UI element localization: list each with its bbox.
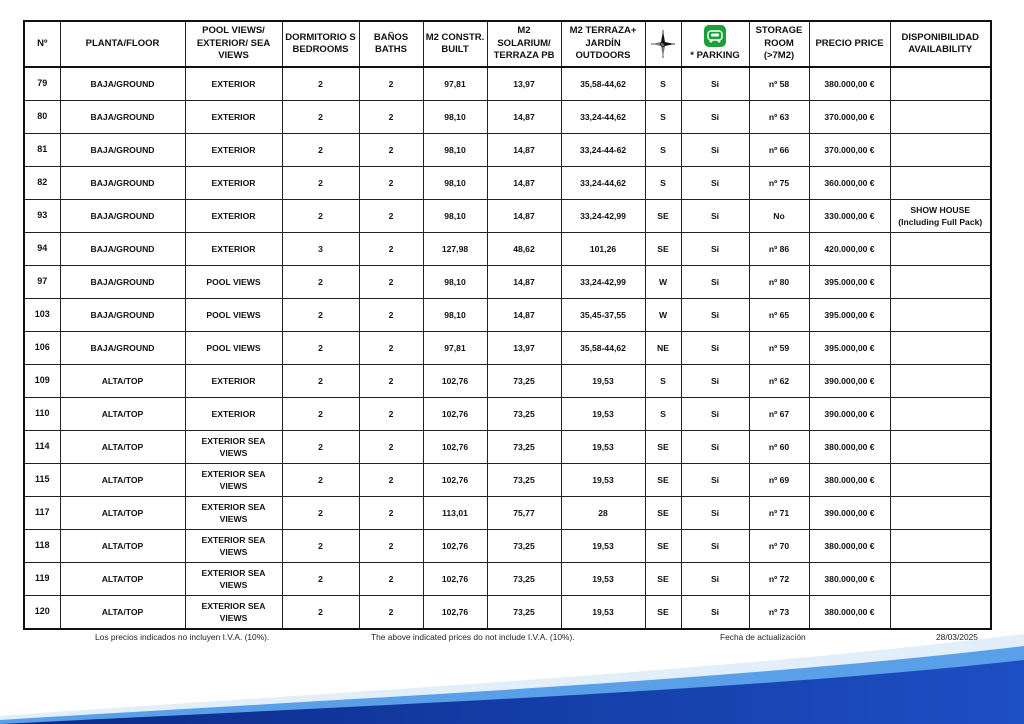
- cell-views: EXTERIOR: [185, 134, 282, 167]
- table-row: [24, 497, 991, 530]
- cell-terrace: 33,24-44-62: [561, 134, 645, 167]
- availability-table: [23, 20, 992, 630]
- cell-floor: BAJA/GROUND: [60, 101, 185, 134]
- cell-parking: Si: [681, 233, 749, 266]
- cell-price: 370.000,00 €: [809, 134, 890, 167]
- cell-baths: 2: [359, 497, 423, 530]
- table-row: [24, 67, 991, 101]
- cell-views: POOL VIEWS: [185, 299, 282, 332]
- cell-storage: nº 59: [749, 332, 809, 365]
- cell-views: POOL VIEWS: [185, 332, 282, 365]
- cell-baths: 2: [359, 266, 423, 299]
- cell-built: 102,76: [423, 596, 487, 630]
- cell-orientation: SE: [645, 530, 681, 563]
- table-row: [24, 299, 991, 332]
- cell-views: EXTERIOR: [185, 200, 282, 233]
- cell-solarium: 13,97: [487, 332, 561, 365]
- cell-orientation: W: [645, 266, 681, 299]
- cell-floor: ALTA/TOP: [60, 596, 185, 630]
- cell-baths: 2: [359, 431, 423, 464]
- cell-orientation: S: [645, 134, 681, 167]
- cell-built: 97,81: [423, 332, 487, 365]
- cell-storage: nº 75: [749, 167, 809, 200]
- cell-baths: 2: [359, 200, 423, 233]
- cell-solarium: 73,25: [487, 464, 561, 497]
- cell-orientation: S: [645, 398, 681, 431]
- cell-views: POOL VIEWS: [185, 266, 282, 299]
- cell-no: 103: [24, 299, 60, 332]
- cell-bedrooms: 2: [282, 101, 359, 134]
- cell-floor: ALTA/TOP: [60, 497, 185, 530]
- cell-solarium: 48,62: [487, 233, 561, 266]
- cell-no: 82: [24, 167, 60, 200]
- cell-solarium: 73,25: [487, 365, 561, 398]
- cell-floor: BAJA/GROUND: [60, 299, 185, 332]
- cell-bedrooms: 2: [282, 464, 359, 497]
- table-row: [24, 101, 991, 134]
- cell-storage: nº 66: [749, 134, 809, 167]
- cell-terrace: 33,24-42,99: [561, 266, 645, 299]
- cell-bedrooms: 2: [282, 365, 359, 398]
- cell-bedrooms: 2: [282, 530, 359, 563]
- cell-views: EXTERIOR: [185, 233, 282, 266]
- cell-floor: BAJA/GROUND: [60, 200, 185, 233]
- cell-terrace: 19,53: [561, 398, 645, 431]
- header-availability: DISPONIBILIDAD AVAILABILITY: [890, 21, 991, 67]
- cell-price: 330.000,00 €: [809, 200, 890, 233]
- table-header-row: [24, 21, 991, 67]
- cell-terrace: 19,53: [561, 596, 645, 630]
- cell-storage: nº 72: [749, 563, 809, 596]
- cell-storage: nº 65: [749, 299, 809, 332]
- cell-parking: Si: [681, 596, 749, 630]
- table-row: [24, 563, 991, 596]
- cell-no: 110: [24, 398, 60, 431]
- table-row: [24, 332, 991, 365]
- cell-price: 395.000,00 €: [809, 266, 890, 299]
- cell-bedrooms: 2: [282, 200, 359, 233]
- cell-floor: ALTA/TOP: [60, 530, 185, 563]
- cell-price: 380.000,00 €: [809, 563, 890, 596]
- cell-built: 98,10: [423, 266, 487, 299]
- cell-floor: BAJA/GROUND: [60, 266, 185, 299]
- cell-baths: 2: [359, 530, 423, 563]
- table-row: [24, 431, 991, 464]
- cell-availability: [890, 266, 991, 299]
- cell-solarium: 75,77: [487, 497, 561, 530]
- table-row: [24, 464, 991, 497]
- cell-no: 94: [24, 233, 60, 266]
- cell-availability: [890, 134, 991, 167]
- footer-note-en: The above indicated prices do not include I.V.A. (10%).: [371, 632, 575, 642]
- cell-terrace: 35,45-37,55: [561, 299, 645, 332]
- cell-bedrooms: 2: [282, 398, 359, 431]
- cell-built: 102,76: [423, 365, 487, 398]
- header-bedrooms: DORMITORIO S BEDROOMS: [282, 21, 359, 67]
- cell-price: 380.000,00 €: [809, 67, 890, 101]
- cell-storage: nº 73: [749, 596, 809, 630]
- cell-orientation: SE: [645, 596, 681, 630]
- header-parking: [681, 21, 749, 67]
- cell-orientation: S: [645, 167, 681, 200]
- cell-views: EXTERIOR SEA VIEWS: [185, 497, 282, 530]
- cell-price: 380.000,00 €: [809, 530, 890, 563]
- cell-terrace: 19,53: [561, 563, 645, 596]
- cell-floor: BAJA/GROUND: [60, 332, 185, 365]
- cell-parking: Si: [681, 431, 749, 464]
- cell-baths: 2: [359, 233, 423, 266]
- cell-availability: [890, 464, 991, 497]
- cell-no: 114: [24, 431, 60, 464]
- cell-storage: nº 58: [749, 67, 809, 101]
- cell-orientation: SE: [645, 563, 681, 596]
- table-row: [24, 233, 991, 266]
- cell-floor: BAJA/GROUND: [60, 167, 185, 200]
- cell-terrace: 28: [561, 497, 645, 530]
- cell-parking: Si: [681, 332, 749, 365]
- cell-orientation: S: [645, 101, 681, 134]
- cell-terrace: 33,24-42,99: [561, 200, 645, 233]
- cell-solarium: 13,97: [487, 67, 561, 101]
- table-row: [24, 530, 991, 563]
- header-terrace: M2 TERRAZA+ JARDÍN OUTDOORS: [561, 21, 645, 67]
- cell-floor: ALTA/TOP: [60, 563, 185, 596]
- cell-orientation: S: [645, 67, 681, 101]
- cell-bedrooms: 2: [282, 67, 359, 101]
- cell-availability: [890, 497, 991, 530]
- cell-built: 98,10: [423, 200, 487, 233]
- cell-solarium: 73,25: [487, 431, 561, 464]
- cell-solarium: 14,87: [487, 299, 561, 332]
- cell-floor: ALTA/TOP: [60, 365, 185, 398]
- cell-parking: Si: [681, 200, 749, 233]
- cell-no: 80: [24, 101, 60, 134]
- cell-price: 395.000,00 €: [809, 332, 890, 365]
- cell-availability: [890, 67, 991, 101]
- cell-solarium: 14,87: [487, 101, 561, 134]
- cell-solarium: 73,25: [487, 563, 561, 596]
- table-row: [24, 398, 991, 431]
- cell-price: 380.000,00 €: [809, 464, 890, 497]
- cell-no: 120: [24, 596, 60, 630]
- cell-storage: nº 67: [749, 398, 809, 431]
- cell-floor: ALTA/TOP: [60, 398, 185, 431]
- cell-orientation: NE: [645, 332, 681, 365]
- cell-parking: Si: [681, 266, 749, 299]
- cell-solarium: 14,87: [487, 134, 561, 167]
- cell-solarium: 73,25: [487, 530, 561, 563]
- table-row: [24, 365, 991, 398]
- cell-no: 119: [24, 563, 60, 596]
- cell-built: 102,76: [423, 563, 487, 596]
- cell-terrace: 33,24-44,62: [561, 101, 645, 134]
- compass-rose-icon: [648, 29, 679, 59]
- table-row: [24, 134, 991, 167]
- cell-baths: 2: [359, 464, 423, 497]
- cell-floor: BAJA/GROUND: [60, 67, 185, 101]
- cell-orientation: W: [645, 299, 681, 332]
- cell-no: 109: [24, 365, 60, 398]
- cell-built: 102,76: [423, 431, 487, 464]
- cell-no: 117: [24, 497, 60, 530]
- header-built: M2 CONSTR. BUILT: [423, 21, 487, 67]
- cell-price: 370.000,00 €: [809, 101, 890, 134]
- cell-solarium: 14,87: [487, 266, 561, 299]
- table-row: [24, 167, 991, 200]
- header-parking-label: * PARKING: [690, 50, 740, 62]
- cell-bedrooms: 2: [282, 134, 359, 167]
- header-price: PRECIO PRICE: [809, 21, 890, 67]
- cell-solarium: 73,25: [487, 398, 561, 431]
- cell-built: 98,10: [423, 299, 487, 332]
- cell-availability: [890, 101, 991, 134]
- cell-built: 102,76: [423, 398, 487, 431]
- cell-views: EXTERIOR SEA VIEWS: [185, 596, 282, 630]
- cell-no: 79: [24, 67, 60, 101]
- cell-storage: nº 69: [749, 464, 809, 497]
- cell-terrace: 101,26: [561, 233, 645, 266]
- cell-no: 97: [24, 266, 60, 299]
- cell-price: 390.000,00 €: [809, 497, 890, 530]
- cell-storage: nº 63: [749, 101, 809, 134]
- cell-availability: SHOW HOUSE (Including Full Pack): [890, 200, 991, 233]
- cell-built: 102,76: [423, 530, 487, 563]
- cell-parking: Si: [681, 167, 749, 200]
- cell-baths: 2: [359, 563, 423, 596]
- cell-built: 97,81: [423, 67, 487, 101]
- cell-storage: nº 62: [749, 365, 809, 398]
- table-row: [24, 200, 991, 233]
- cell-orientation: SE: [645, 497, 681, 530]
- cell-bedrooms: 2: [282, 332, 359, 365]
- cell-views: EXTERIOR SEA VIEWS: [185, 464, 282, 497]
- cell-bedrooms: 2: [282, 266, 359, 299]
- cell-bedrooms: 2: [282, 167, 359, 200]
- cell-bedrooms: 2: [282, 497, 359, 530]
- cell-terrace: 35,58-44,62: [561, 332, 645, 365]
- header-no: Nº: [24, 21, 60, 67]
- cell-orientation: S: [645, 365, 681, 398]
- cell-views: EXTERIOR: [185, 167, 282, 200]
- header-baths: BAÑOS BATHS: [359, 21, 423, 67]
- cell-built: 98,10: [423, 134, 487, 167]
- cell-price: 380.000,00 €: [809, 431, 890, 464]
- cell-parking: Si: [681, 101, 749, 134]
- cell-no: 93: [24, 200, 60, 233]
- cell-floor: ALTA/TOP: [60, 431, 185, 464]
- cell-parking: Si: [681, 134, 749, 167]
- cell-floor: BAJA/GROUND: [60, 233, 185, 266]
- header-solarium: M2 SOLARIUM/ TERRAZA PB: [487, 21, 561, 67]
- cell-availability: [890, 299, 991, 332]
- cell-availability: [890, 233, 991, 266]
- cell-bedrooms: 3: [282, 233, 359, 266]
- cell-orientation: SE: [645, 200, 681, 233]
- cell-baths: 2: [359, 67, 423, 101]
- cell-baths: 2: [359, 365, 423, 398]
- cell-baths: 2: [359, 134, 423, 167]
- cell-solarium: 73,25: [487, 596, 561, 630]
- cell-bedrooms: 2: [282, 431, 359, 464]
- cell-built: 98,10: [423, 101, 487, 134]
- cell-availability: [890, 365, 991, 398]
- cell-storage: No: [749, 200, 809, 233]
- cell-baths: 2: [359, 101, 423, 134]
- cell-parking: Si: [681, 530, 749, 563]
- footer-update-label: Fecha de actualización: [720, 632, 806, 642]
- cell-parking: Si: [681, 365, 749, 398]
- cell-terrace: 35,58-44,62: [561, 67, 645, 101]
- cell-orientation: SE: [645, 464, 681, 497]
- cell-solarium: 14,87: [487, 167, 561, 200]
- cell-terrace: 33,24-44,62: [561, 167, 645, 200]
- cell-availability: [890, 332, 991, 365]
- cell-views: EXTERIOR: [185, 398, 282, 431]
- cell-availability: [890, 530, 991, 563]
- cell-price: 380.000,00 €: [809, 596, 890, 630]
- header-views: POOL VIEWS/ EXTERIOR/ SEA VIEWS: [185, 21, 282, 67]
- cell-views: EXTERIOR SEA VIEWS: [185, 530, 282, 563]
- cell-availability: [890, 431, 991, 464]
- cell-bedrooms: 2: [282, 596, 359, 630]
- cell-terrace: 19,53: [561, 530, 645, 563]
- cell-price: 390.000,00 €: [809, 365, 890, 398]
- cell-parking: Si: [681, 67, 749, 101]
- cell-parking: Si: [681, 398, 749, 431]
- cell-no: 81: [24, 134, 60, 167]
- cell-terrace: 19,53: [561, 464, 645, 497]
- cell-parking: Si: [681, 563, 749, 596]
- header-orientation: [645, 21, 681, 67]
- cell-orientation: SE: [645, 431, 681, 464]
- cell-storage: nº 60: [749, 431, 809, 464]
- cell-price: 390.000,00 €: [809, 398, 890, 431]
- cell-price: 395.000,00 €: [809, 299, 890, 332]
- cell-storage: nº 86: [749, 233, 809, 266]
- cell-storage: nº 71: [749, 497, 809, 530]
- footer-note-es: Los precios indicados no incluyen I.V.A. (10%).: [95, 632, 270, 642]
- cell-views: EXTERIOR: [185, 67, 282, 101]
- cell-bedrooms: 2: [282, 299, 359, 332]
- cell-views: EXTERIOR: [185, 101, 282, 134]
- cell-availability: [890, 596, 991, 630]
- cell-no: 106: [24, 332, 60, 365]
- cell-views: EXTERIOR SEA VIEWS: [185, 563, 282, 596]
- cell-built: 113,01: [423, 497, 487, 530]
- cell-bedrooms: 2: [282, 563, 359, 596]
- cell-storage: nº 80: [749, 266, 809, 299]
- cell-price: 360.000,00 €: [809, 167, 890, 200]
- cell-built: 98,10: [423, 167, 487, 200]
- footer-update-date: 28/03/2025: [936, 632, 978, 642]
- cell-built: 127,98: [423, 233, 487, 266]
- cell-availability: [890, 167, 991, 200]
- cell-terrace: 19,53: [561, 431, 645, 464]
- cell-views: EXTERIOR: [185, 365, 282, 398]
- cell-parking: Si: [681, 464, 749, 497]
- cell-terrace: 19,53: [561, 365, 645, 398]
- cell-availability: [890, 563, 991, 596]
- table-row: [24, 266, 991, 299]
- header-floor: PLANTA/FLOOR: [60, 21, 185, 67]
- cell-built: 102,76: [423, 464, 487, 497]
- decorative-wave: [0, 634, 1024, 724]
- cell-parking: Si: [681, 497, 749, 530]
- cell-baths: 2: [359, 299, 423, 332]
- cell-parking: Si: [681, 299, 749, 332]
- cell-baths: 2: [359, 596, 423, 630]
- cell-floor: BAJA/GROUND: [60, 134, 185, 167]
- table-row: [24, 596, 991, 630]
- parking-icon: [704, 25, 726, 47]
- cell-solarium: 14,87: [487, 200, 561, 233]
- cell-views: EXTERIOR SEA VIEWS: [185, 431, 282, 464]
- cell-baths: 2: [359, 167, 423, 200]
- cell-no: 118: [24, 530, 60, 563]
- header-storage: STORAGE ROOM (>7M2): [749, 21, 809, 67]
- cell-baths: 2: [359, 398, 423, 431]
- cell-orientation: SE: [645, 233, 681, 266]
- cell-availability: [890, 398, 991, 431]
- cell-price: 420.000,00 €: [809, 233, 890, 266]
- cell-baths: 2: [359, 332, 423, 365]
- cell-storage: nº 70: [749, 530, 809, 563]
- cell-floor: ALTA/TOP: [60, 464, 185, 497]
- cell-no: 115: [24, 464, 60, 497]
